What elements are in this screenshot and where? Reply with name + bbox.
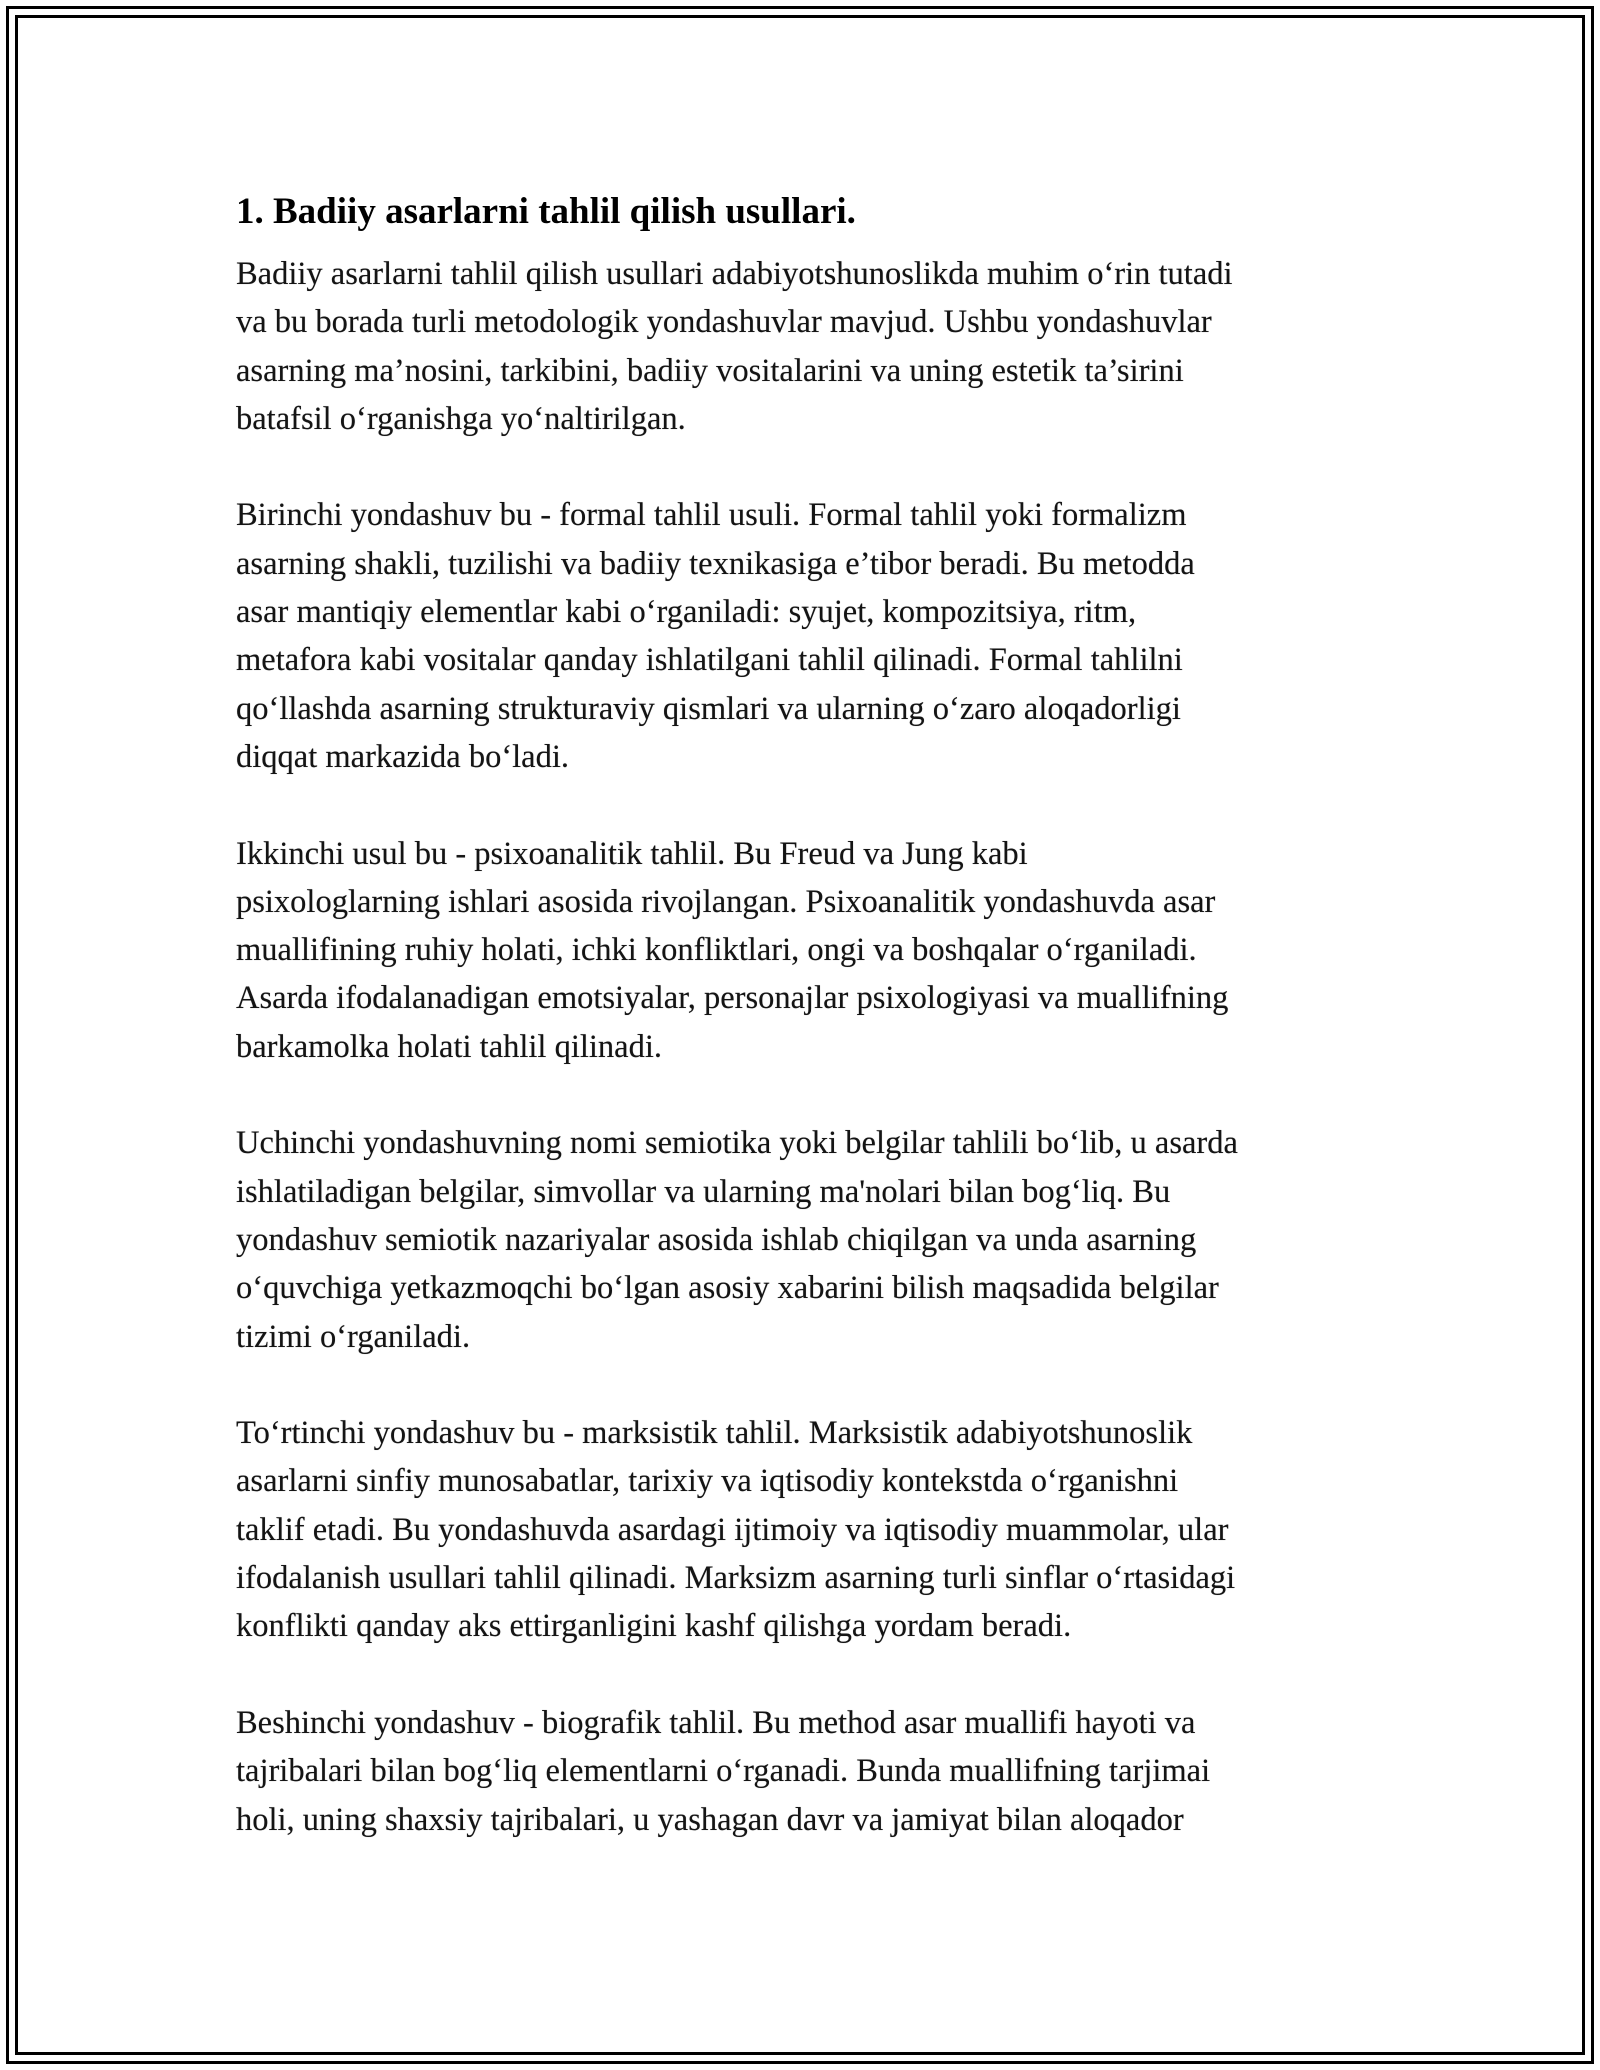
text-line: barkamolka holati tahlil qilinadi.: [236, 1028, 663, 1065]
text-line: metafora kabi vositalar qanday ishlatilgani tahlil qilinadi. Formal tahlilni: [236, 642, 1183, 679]
text-line: Beshinchi yondashuv - biografik tahlil. Bu method asar muallifi hayoti va: [236, 1704, 1196, 1741]
text-line: batafsil o‘rganishga yo‘naltirilgan.: [236, 400, 686, 437]
document-body: [236, 188, 1376, 1844]
text-line: tajribalari bilan bog‘liq elementlarni o‘rganadi. Bunda muallifning tarjimai: [236, 1753, 1211, 1790]
text-line: ishlatiladigan belgilar, simvollar va ularning ma'nolari bilan bog‘liq. Bu: [236, 1173, 1171, 1210]
paragraph-marxist-analysis: [236, 1409, 1376, 1650]
text-line: o‘quvchiga yetkazmoqchi bo‘lgan asosiy xabarini bilish maqsadida belgilar: [236, 1270, 1219, 1307]
text-line: muallifining ruhiy holati, ichki konfliktlari, ongi va boshqalar o‘rganiladi.: [236, 932, 1197, 969]
section-heading: 1. Badiiy asarlarni tahlil qilish usullari.: [236, 191, 856, 232]
text-line: yondashuv semiotik nazariyalar asosida ishlab chiqilgan va unda asarning: [236, 1221, 1197, 1258]
text-line: asarlarni sinfiy munosabatlar, tarixiy va iqtisodiy kontekstda o‘rganishni: [236, 1463, 1179, 1500]
text-line: taklif etadi. Bu yondashuvda asardagi ijtimoiy va iqtisodiy muammolar, ular: [236, 1511, 1229, 1548]
paragraph-intro: [236, 250, 1376, 443]
text-line: konflikti qanday aks ettirganligini kashf qilishga yordam beradi.: [236, 1608, 1072, 1645]
text-line: qo‘llashda asarning strukturaviy qismlari va ularning o‘zaro aloqadorligi: [236, 690, 1181, 727]
text-line: asarning ma’nosini, tarkibini, badiiy vositalarini va uning estetik ta’sirini: [236, 352, 1184, 389]
text-line: psixologlarning ishlari asosida rivojlangan. Psixoanalitik yondashuvda asar: [236, 883, 1216, 920]
text-line: tizimi o‘rganiladi.: [236, 1318, 471, 1355]
paragraph-biographical-analysis: [236, 1699, 1376, 1844]
text-line: asarning shakli, tuzilishi va badiiy texnikasiga e’tibor beradi. Bu metodda: [236, 545, 1195, 582]
text-line: Uchinchi yondashuvning nomi semiotika yoki belgilar tahlili bo‘lib, u asarda: [236, 1125, 1238, 1162]
paragraph-semiotic-analysis: [236, 1119, 1376, 1360]
text-line: ifodalanish usullari tahlil qilinadi. Marksizm asarning turli sinflar o‘rtasidagi: [236, 1560, 1236, 1597]
text-line: va bu borada turli metodologik yondashuvlar mavjud. Ushbu yondashuvlar: [236, 304, 1212, 341]
text-line: diqqat markazida bo‘ladi.: [236, 738, 569, 775]
paragraph-psychoanalytic-analysis: [236, 830, 1376, 1071]
paragraph-formal-analysis: [236, 491, 1376, 781]
text-line: Asarda ifodalanadigan emotsiyalar, personajlar psixologiyasi va muallifning: [236, 980, 1229, 1017]
text-line: holi, uning shaxsiy tajribalari, u yashagan davr va jamiyat bilan aloqador: [236, 1801, 1184, 1838]
text-line: Birinchi yondashuv bu - formal tahlil usuli. Formal tahlil yoki formalizm: [236, 497, 1187, 534]
text-line: Ikkinchi usul bu - psixoanalitik tahlil. Bu Freud va Jung kabi: [236, 835, 1028, 872]
text-line: Badiiy asarlarni tahlil qilish usullari adabiyotshunoslikda muhim o‘rin tutadi: [236, 256, 1233, 292]
text-line: To‘rtinchi yondashuv bu - marksistik tahlil. Marksistik adabiyotshunoslik: [236, 1415, 1193, 1452]
text-line: asar mantiqiy elementlar kabi o‘rganiladi: syujet, kompozitsiya, ritm,: [236, 594, 1137, 631]
